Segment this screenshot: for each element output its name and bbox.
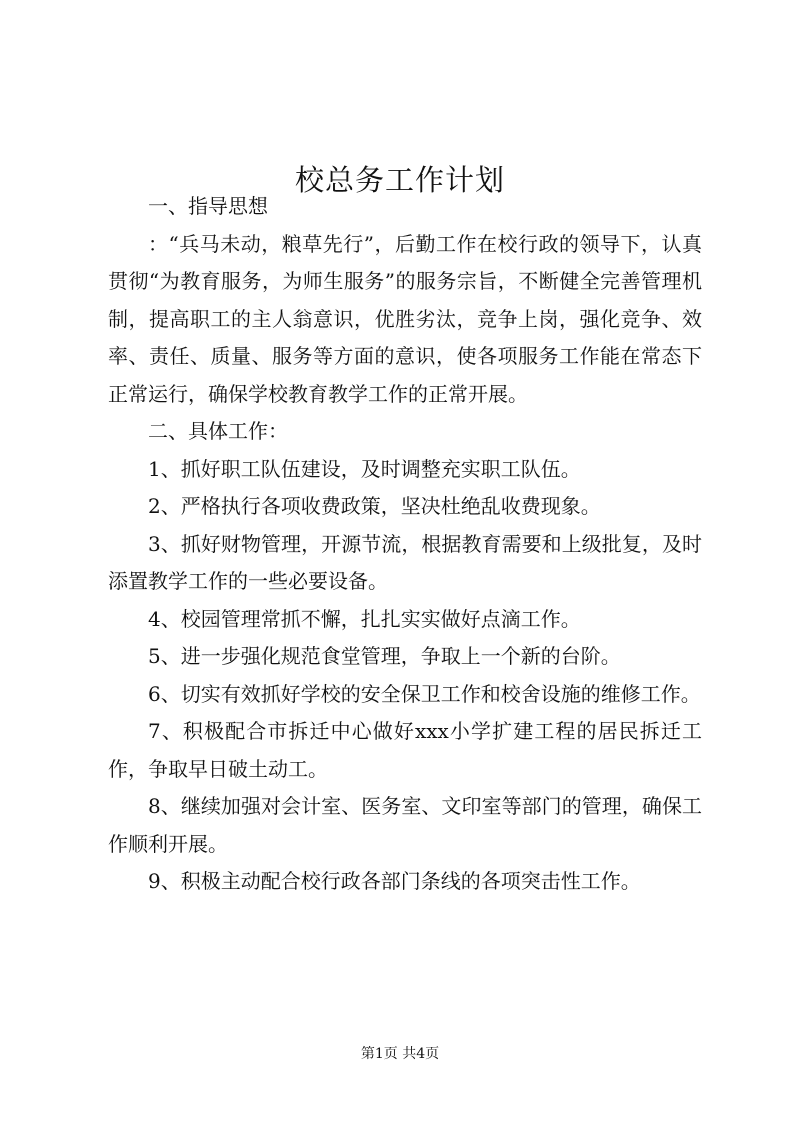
work-item-5: 5、进一步强化规范食堂管理，争取上一个新的台阶。: [148, 644, 621, 668]
work-item-4: 4、校园管理常抓不懈，扎扎实实做好点滴工作。: [148, 606, 581, 631]
work-item-6: 6、切实有效抓好学校的安全保卫工作和校舍设施的维修工作。: [148, 681, 701, 706]
document-body: [108, 188, 702, 901]
section-heading-guiding-thought: 一、指导思想: [148, 194, 268, 218]
page-number-footer: 第1页 共4页: [360, 1046, 440, 1062]
work-item-7: 7、积极配合市拆迁中心做好xxx小学扩建工程的居民拆迁工作，争取早日破土动工。: [108, 719, 702, 781]
guiding-thought-paragraph: ：“兵马未动，粮草先行”，后勤工作在校行政的领导下，认真贯彻“为教育服务，为师生服务”的服务宗旨，不断健全完善管理机制，提高职工的主人翁意识，优胜劣汰，竞争上岗，强化竞争、效率、责任、质量、服务等方面的意识，使各项服务工作能在常态下正常运行，确保学校教育教学工作的正常开展。: [108, 231, 702, 406]
work-item-1: 1、抓好职工队伍建设，及时调整充实职工队伍。: [148, 456, 581, 481]
document-title: 校总务工作计划: [294, 163, 505, 198]
work-item-9: 9、积极主动配合校行政各部门条线的各项突击性工作。: [148, 869, 641, 893]
work-item-2: 2、严格执行各项收费政策，坚决杜绝乱收费现象。: [148, 494, 601, 518]
work-item-8: 8、继续加强对会计室、医务室、文印室等部门的管理，确保工作顺利开展。: [108, 794, 702, 856]
work-item-3: 3、抓好财物管理，开源节流，根据教育需要和上级批复，及时添置教学工作的一些必要设备。: [108, 531, 702, 593]
section-heading-specific-work: 二、具体工作：: [148, 419, 288, 443]
